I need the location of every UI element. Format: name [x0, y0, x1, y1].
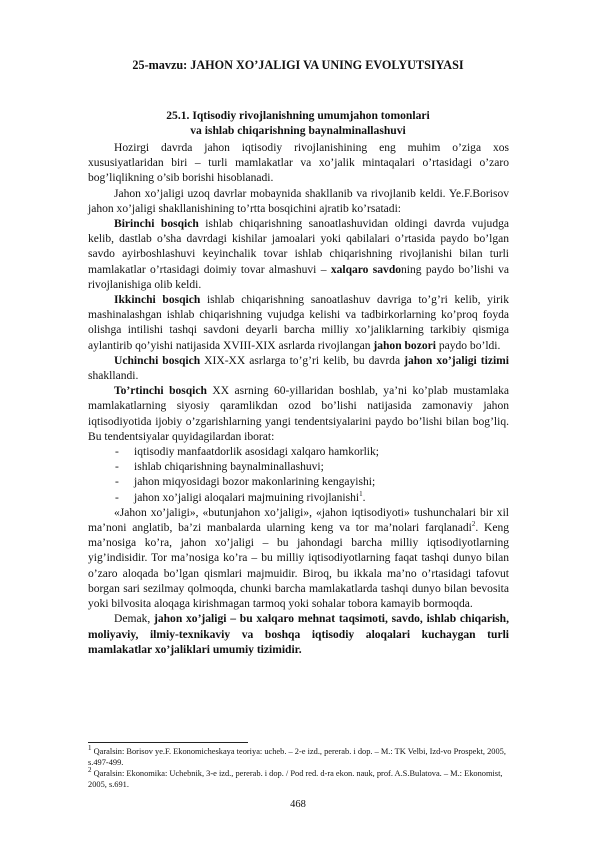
body-text	[88, 141, 509, 658]
term-world-economy-system: jahon xo’jaligi tizimi	[404, 354, 509, 367]
list-item: - iqtisodiy manfaatdorlik asosidagi xalqaro hamkorlik;	[88, 445, 509, 460]
paragraph-5-text: XIX-XX asrlarga to’g’ri kelib, bu davrda	[200, 354, 405, 367]
footnote-number: 1	[88, 744, 92, 753]
footnote-text: Qaralsin: Ekonomika: Uchebnik, 3-e izd., pererab. i dop. / Pod red. d-ra ekon. nauk, prof. A.S.Bulatova. – M.: Ekonomist, 2005, s.691.	[88, 769, 503, 789]
paragraph-8-text: Demak,	[114, 613, 155, 626]
footnote-number: 2	[88, 766, 92, 775]
list-item: - jahon miqyosidagi bozor makonlarining kengayishi;	[88, 475, 509, 490]
paragraph-4-text-end: paydo bo’ldi.	[435, 339, 501, 352]
stage-1-label: Birinchi bosqich	[114, 218, 199, 231]
term-world-market: jahon bozori	[373, 339, 436, 352]
paragraph-7-text-end: . Keng ma’nosiga ko’ra, jahon xo’jaligi – bu jahondagi barcha milliy iqtisodiyotlarning yig’indisidir. Tor ma’nosiga ko’ra – bu milliy iqtisodiyotlarning faqat tashqi dunyo bilan o’zaro aloqada bo’lgan qismlari majmuidir. Biroq, bu ikkala ma’no o’rtasidagi tafovut borgan sari sezilmay qolmoqda, chunki barcha mamlakatlarda tashqi dunyo bilan bevosita yoki bilvosita aloqaga kirishmagan tarmoq yoki sohalar tobora kamayib bormoqda.	[88, 522, 510, 611]
paragraph-4	[88, 293, 509, 354]
footnote-ref-1[interactable]: 1	[359, 489, 363, 498]
list-item: - ishlab chiqarishning baynalminallashuvi;	[88, 460, 509, 475]
paragraph-3	[88, 217, 509, 293]
footnotes	[88, 746, 509, 790]
term-international-trade: xalqaro savdo	[330, 263, 402, 276]
paragraph-5	[88, 354, 509, 384]
list-item-text: jahon xo’jaligi aloqalari majmuining rivojlanishi	[134, 491, 360, 504]
section-heading	[60, 108, 536, 138]
paragraph-8	[88, 612, 509, 658]
page-title: 25-mavzu: JAHON XO’JALIGI VA UNING EVOLYUTSIYASI	[132, 58, 464, 72]
stage-3-label: Uchinchi bosqich	[114, 354, 201, 367]
stage-2-label: Ikkinchi bosqich	[114, 294, 201, 307]
paragraph-5-text-end: shakllandi.	[88, 370, 139, 383]
stage-4-label: To’rtinchi bosqich	[114, 385, 207, 398]
tendency-list	[88, 445, 509, 506]
section-heading-line-1: 25.1. Iqtisodiy rivojlanishning umumjahon tomonlari	[166, 109, 430, 122]
world-economy-definition: jahon xo’jaligi – bu xalqaro mehnat taqsimoti, savdo, ishlab chiqarish, moliyaviy, ilmiy-texnikaviy va boshqa iqtisodiy aloqalari kuchaygan turli mamlakatlar xo’jaliklari umumiy tizimidir.	[88, 613, 509, 656]
section-heading-line-2: va ishlab chiqarishning baynalminallashuvi	[190, 124, 406, 137]
list-item-end: .	[362, 491, 366, 504]
page-number: 468	[290, 799, 306, 810]
list-item	[88, 491, 509, 506]
paragraph-1: Hozirgi davrda jahon iqtisodiy rivojlanishining eng muhim o’ziga xos xususiyatlaridan biri – turli mamlakatlar va xo’jalik mintaqalari o’rtasidagi o’zaro bog’liqlikning o’sib borishi hisoblanadi.	[88, 142, 509, 185]
paragraph-7-text: «Jahon xo’jaligi», «butunjahon xo’jaligi», «jahon iqtisodiyoti» tushunchalari bir xil ma’noni anglatib, ba’zi manbalarda ularning keng va tor ma’nolari farqlanadi	[88, 506, 509, 535]
footnote-2	[88, 768, 509, 790]
paragraph-6	[88, 384, 509, 445]
paragraph-3-text: ishlab chiqarishning sanoatlashuvidan oldingi davrda vujudga kelib, dastlab o’sha davrdagi kishilar jamoalari yoki qabilalari o’rtasida paydo bo’lgan savdo ayirboshlashuvi keyinchalik tovar ishlab chiqarishning rivojlanishi bilan turli mamlakatlar o’rtasidagi doimiy tovar almashuvi –	[88, 218, 509, 276]
paragraph-6-text: XX asrning 60-yillaridan boshlab, ya’ni ko’plab mustamlaka mamlakatlarning siyosiy qaramlikdan ozod bo’lishi natijasida zamonaviy jahon iqtisodiyotida ijobiy o’zgarishlarning yangi tendentsiyalarini paydo bo’lishi bilan bog’liq. Bu tendentsiyalar quyidagilardan iborat:	[88, 385, 509, 443]
paragraph-3-text-end: ning paydo bo’lishi va rivojlanishiga olib keldi.	[88, 263, 509, 291]
paragraph-7	[88, 506, 509, 612]
footnote-divider	[88, 742, 248, 743]
paragraph-2: Jahon xo’jaligi uzoq davrlar mobaynida shakllanib va rivojlanib keldi. Ye.F.Borisov jahon xo’jaligi shakllanishining to’rtta bosqichini ajratib ko’rsatadi:	[88, 187, 509, 215]
paragraph-4-text: ishlab chiqarishning sanoatlashuv davriga to’g’ri kelib, yirik mashinalashgan ishlab chiqarishning vujudga kelishi va tadbirkorlarning ko’proq foyda olishga intilishi tashqi savdoni deyarli barcha milliy xo’jaliklarning tarkibiy qismiga aylantirib qo’yishi natijasida XVIII-XIX asrlarda rivojlangan	[88, 294, 509, 352]
footnote-1	[88, 746, 509, 768]
footnote-text: Qaralsin: Borisov ye.F. Ekonomicheskaya teoriya: ucheb. – 2-e izd., pererab. i dop. – M.: TK Velbi, Izd-vo Prospekt, 2005, s.497-499.	[88, 747, 506, 767]
footnote-ref-2[interactable]: 2	[471, 520, 476, 529]
